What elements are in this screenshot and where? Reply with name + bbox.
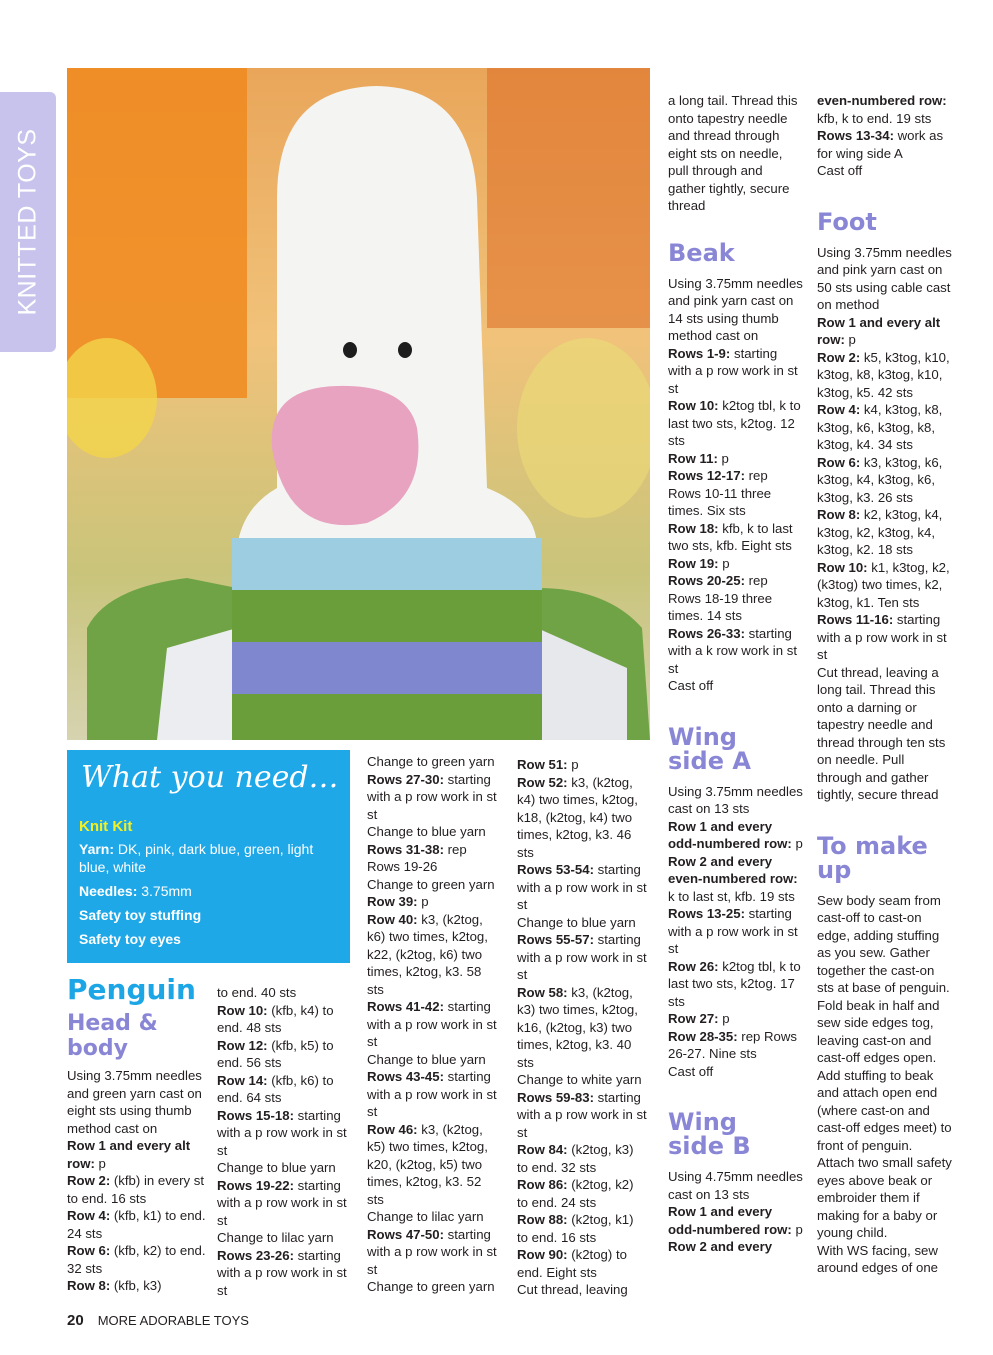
instruction-label: Row 39: bbox=[367, 894, 418, 909]
instruction-label: Row 6: bbox=[67, 1243, 111, 1258]
instruction-label: Rows 13-34: bbox=[817, 128, 894, 143]
instruction-line bbox=[67, 1172, 207, 1207]
instruction-line bbox=[217, 1177, 347, 1230]
instruction-label: Rows 15-18: bbox=[217, 1107, 294, 1123]
instruction-line bbox=[668, 520, 803, 555]
instruction-label: Row 10: bbox=[668, 398, 719, 413]
column-3-instructions bbox=[367, 753, 497, 1296]
instruction-text: work as for wing side A bbox=[817, 128, 944, 161]
instruction-line bbox=[668, 1028, 803, 1063]
instruction-text: p bbox=[421, 894, 429, 909]
wing-a-heading: Wing side A bbox=[668, 722, 751, 775]
instruction-text: (kfb, k3) bbox=[113, 1278, 162, 1293]
instruction-line bbox=[668, 1203, 803, 1238]
instruction-text: Change to blue yarn bbox=[217, 1160, 336, 1175]
instruction-text: Change to green yarn bbox=[367, 754, 495, 769]
instruction-text: Change to blue yarn bbox=[367, 1051, 486, 1067]
instruction-text: p bbox=[722, 1011, 730, 1026]
instruction-line bbox=[668, 1063, 803, 1081]
instruction-text: starting with a p row work in st st bbox=[817, 612, 947, 662]
instruction-label: Rows 55-57: bbox=[517, 932, 594, 947]
instruction-label: Row 46: bbox=[367, 1121, 418, 1137]
instruction-text: (kfb, k6) to end. 64 sts bbox=[217, 1072, 334, 1105]
instruction-label: Row 88: bbox=[517, 1212, 568, 1227]
instruction-text: starting with a p row work in st st bbox=[217, 1107, 347, 1158]
instruction-label: Rows 12-17: bbox=[668, 468, 745, 483]
instruction-label: Rows 31-38: bbox=[367, 841, 444, 857]
instruction-label: Rows 11-16: bbox=[817, 612, 894, 627]
beak-instructions bbox=[668, 275, 803, 695]
instruction-label: Row 6: bbox=[817, 454, 861, 470]
col5-intro: a long tail. Thread this onto tapestry needle and thread through eight sts on needle, pull through and gather tightly, secure thread bbox=[668, 93, 798, 213]
head-body-heading: Head & body bbox=[67, 1011, 158, 1061]
instruction-text: starting with a p row work in st st bbox=[668, 345, 798, 396]
column-1 bbox=[67, 975, 207, 1295]
instruction-line bbox=[517, 1071, 647, 1089]
instruction-line bbox=[217, 1229, 347, 1247]
make-up-heading: To make up bbox=[817, 831, 928, 884]
instruction-label: Row 18: bbox=[668, 520, 719, 536]
instruction-text: k2tog tbl, k to last two sts, k2tog. 17 sts bbox=[668, 958, 801, 1009]
instruction-line bbox=[817, 401, 952, 454]
instruction-text: starting with a p row work in st st bbox=[517, 1089, 647, 1140]
instruction-label: Rows 20-25: bbox=[668, 573, 745, 588]
instruction-text: (k2tog, k3) to end. 32 sts bbox=[517, 1142, 634, 1175]
instruction-text: (kfb, k2) to end. 32 sts bbox=[67, 1243, 206, 1276]
instruction-line bbox=[817, 664, 952, 804]
instruction-line bbox=[367, 1278, 497, 1296]
instruction-line bbox=[517, 1211, 647, 1246]
instruction-label: Row 2: bbox=[817, 349, 861, 365]
instruction-text: Cut thread, leaving a long tail. Thread this onto a darning or tapestry needle and thread through ten sts on needle. Pull through and gather tightly, secure thread bbox=[817, 664, 946, 802]
instruction-line bbox=[517, 1089, 647, 1142]
instruction-text: to end. 40 sts bbox=[217, 985, 297, 1000]
instruction-text: Change to lilac yarn bbox=[217, 1230, 334, 1245]
instruction-line bbox=[668, 450, 803, 468]
instruction-label: Row 1 and every alt row: bbox=[67, 1138, 191, 1171]
instruction-line bbox=[668, 1238, 803, 1256]
instruction-line bbox=[817, 506, 952, 559]
foot-heading: Foot bbox=[817, 207, 877, 236]
column-4-instructions bbox=[517, 756, 647, 1299]
instruction-text: k3, (k2tog, k3) two times, k2tog, k16, (k2tog, k3) two times, k2tog, k3. 40 sts bbox=[517, 984, 638, 1070]
wing-b-instructions bbox=[668, 1168, 803, 1256]
instruction-text: Change to blue yarn bbox=[517, 914, 636, 930]
instruction-line bbox=[817, 1242, 952, 1277]
instruction-text: With WS facing, sew around edges of one bbox=[817, 1242, 938, 1275]
instruction-label: Row 2 and every bbox=[668, 1239, 773, 1254]
col6-intro bbox=[817, 92, 952, 180]
wing-a-instructions bbox=[668, 783, 803, 1081]
eyes-label: Safety toy eyes bbox=[79, 931, 181, 947]
head-body-instructions bbox=[67, 1067, 207, 1295]
instruction-text: k3, (k2tog, k5) two times, k2tog, k20, (k2tog, k5) two times, k2tog, k3. 52 sts bbox=[367, 1121, 488, 1207]
beak-heading: Beak bbox=[668, 238, 735, 267]
instruction-text: Cast off bbox=[668, 678, 714, 693]
instruction-line bbox=[67, 1242, 207, 1277]
instruction-label: Rows 27-30: bbox=[367, 771, 444, 787]
instruction-text: starting with a k row work in st st bbox=[668, 625, 797, 676]
instruction-line bbox=[817, 611, 952, 664]
instruction-label: Row 2: bbox=[67, 1173, 111, 1188]
instruction-text: Using 3.75mm needles and pink yarn cast on 50 sts using cable cast on method bbox=[817, 244, 952, 312]
instruction-line bbox=[668, 572, 803, 625]
instruction-text: Using 4.75mm needles cast on 13 sts bbox=[668, 1169, 803, 1202]
instruction-label: Row 11: bbox=[668, 450, 718, 466]
instruction-text: p bbox=[795, 1221, 803, 1237]
needles-line bbox=[79, 882, 341, 900]
instruction-line bbox=[367, 771, 497, 824]
instruction-text: k3, (k2tog, k4) two times, k2tog, k18, (k2tog, k4) two times, k2tog, k3. 46 sts bbox=[517, 774, 638, 860]
instruction-text: rep Rows 18-19 three times. 14 sts bbox=[668, 573, 773, 623]
instruction-line bbox=[817, 162, 952, 180]
stuffing-label: Safety toy stuffing bbox=[79, 907, 202, 923]
instruction-text: (kfb, k1) to end. 24 sts bbox=[67, 1208, 206, 1241]
instruction-label: Rows 23-26: bbox=[217, 1247, 294, 1263]
column-3 bbox=[367, 753, 497, 1296]
instruction-text: Using 3.75mm needles and pink yarn cast on 14 sts using thumb method cast on bbox=[668, 275, 803, 343]
instruction-text: rep Rows 10-11 three times. Six sts bbox=[668, 468, 772, 518]
yarn-label: Yarn: bbox=[79, 841, 115, 857]
instruction-text: starting with a p row work in st st bbox=[668, 906, 798, 956]
instruction-text: k1, k3tog, k2, (k3tog) two times, k2, k3tog, k1. Ten sts bbox=[817, 559, 950, 610]
instruction-line bbox=[367, 1208, 497, 1226]
instruction-line bbox=[517, 774, 647, 862]
instruction-line bbox=[817, 92, 952, 127]
instruction-text: Change to blue yarn bbox=[367, 824, 486, 839]
pattern-title: Penguin bbox=[67, 973, 196, 1006]
column-6 bbox=[817, 92, 952, 1277]
instruction-line bbox=[517, 1281, 647, 1299]
instruction-text: starting with a p row work in st st bbox=[517, 862, 647, 912]
instruction-label: Row 10: bbox=[217, 1002, 268, 1018]
instruction-text: Sew body seam from cast-off to cast-on edge, adding stuffing as you sew. Gather together the cast-on sts at base of penguin. Fold beak in half and sew side edges tog, leaving cast-on and cast-off edges open. Add stuffing to beak and attach open end (where cast-on and cast-off edges meet) to front of penguin. Attach two small safety eyes above beak or embroider them if making for a baby or young child. bbox=[817, 892, 952, 1240]
instruction-line bbox=[367, 1068, 497, 1121]
instruction-text: Change to white yarn bbox=[517, 1072, 642, 1087]
instruction-line bbox=[367, 1226, 497, 1279]
instruction-text: p bbox=[795, 836, 803, 851]
stuffing-line bbox=[79, 906, 341, 924]
instruction-label: Row 27: bbox=[668, 1011, 719, 1026]
instruction-label: Row 86: bbox=[517, 1177, 568, 1192]
instruction-label: Row 2 and every even-numbered row: bbox=[668, 853, 798, 886]
instruction-line bbox=[367, 841, 497, 876]
instruction-text: k2tog tbl, k to last two sts, k2tog. 12 sts bbox=[668, 398, 801, 448]
instruction-label: Row 51: bbox=[517, 757, 568, 772]
penguin-illustration bbox=[67, 68, 650, 740]
instruction-text: (k2tog, k2) to end. 24 sts bbox=[517, 1177, 634, 1210]
instruction-text: starting with a p row work in st st bbox=[517, 932, 647, 982]
instruction-line bbox=[367, 876, 497, 894]
instruction-line bbox=[668, 555, 803, 573]
instruction-label: Row 4: bbox=[817, 402, 861, 417]
instruction-line bbox=[668, 958, 803, 1011]
instruction-label: Rows 47-50: bbox=[367, 1226, 444, 1242]
instruction-line bbox=[517, 756, 647, 774]
yarn-line bbox=[79, 840, 341, 876]
instruction-text: Cast off bbox=[668, 1063, 714, 1079]
instruction-text: Using 3.75mm needles cast on 13 sts bbox=[668, 783, 803, 816]
instruction-label: Rows 53-54: bbox=[517, 862, 594, 877]
instruction-line bbox=[517, 1141, 647, 1176]
page-number: 20 bbox=[67, 1312, 84, 1329]
instruction-line bbox=[517, 861, 647, 914]
instruction-line bbox=[217, 1037, 347, 1072]
instruction-line bbox=[817, 349, 952, 402]
instruction-line bbox=[217, 1107, 347, 1160]
instruction-line bbox=[367, 911, 497, 999]
instruction-line bbox=[67, 1207, 207, 1242]
instruction-line bbox=[217, 1072, 347, 1107]
instruction-text: Change to lilac yarn bbox=[367, 1209, 484, 1224]
instruction-text: p bbox=[721, 450, 729, 466]
column-2 bbox=[217, 984, 347, 1299]
column-2-instructions bbox=[217, 984, 347, 1299]
instruction-line bbox=[668, 1168, 803, 1203]
instruction-label: Row 1 and every alt row: bbox=[817, 314, 941, 347]
need-list bbox=[79, 840, 341, 954]
instruction-text: (kfb) in every st to end. 16 sts bbox=[67, 1173, 205, 1206]
instruction-text: starting with a p row work in st st bbox=[217, 1177, 347, 1228]
instruction-text: rep Rows 26-27. Nine sts bbox=[668, 1028, 797, 1061]
instruction-label: Rows 1-9: bbox=[668, 345, 731, 361]
instruction-line bbox=[668, 1010, 803, 1028]
instruction-label: Row 26: bbox=[668, 958, 719, 974]
instruction-text: starting with a p row work in st st bbox=[367, 1069, 497, 1119]
instruction-line bbox=[668, 677, 803, 695]
instruction-text: k3, k3tog, k6, k3tog, k4, k3tog, k6, k3tog, k3. 26 sts bbox=[817, 454, 943, 505]
instruction-label: Rows 26-33: bbox=[668, 625, 745, 641]
instruction-text: starting with a p row work in st st bbox=[367, 771, 497, 822]
instruction-line bbox=[668, 397, 803, 450]
instruction-label: Row 90: bbox=[517, 1247, 568, 1262]
instruction-line bbox=[367, 1121, 497, 1209]
instruction-line bbox=[67, 1137, 207, 1172]
instruction-text: starting with a p row work in st st bbox=[367, 999, 497, 1049]
instruction-line bbox=[817, 454, 952, 507]
column-4 bbox=[517, 756, 647, 1299]
instruction-line bbox=[517, 1246, 647, 1281]
instruction-label: Row 1 and every odd-numbered row: bbox=[668, 1204, 792, 1237]
instruction-line bbox=[668, 853, 803, 906]
instruction-label: Row 8: bbox=[817, 507, 861, 522]
instruction-line bbox=[367, 1051, 497, 1069]
instruction-text: p bbox=[98, 1155, 106, 1171]
instruction-text: rep Rows 19-26 bbox=[367, 841, 467, 874]
instruction-label: Row 28-35: bbox=[668, 1028, 738, 1044]
instruction-line bbox=[367, 893, 497, 911]
instruction-line bbox=[817, 244, 952, 314]
instruction-text: k5, k3tog, k10, k3tog, k8, k3tog, k10, k3tog, k5. 42 sts bbox=[817, 349, 950, 400]
instruction-line bbox=[668, 905, 803, 958]
what-you-need-box bbox=[67, 750, 350, 963]
instruction-label: Row 1 and every odd-numbered row: bbox=[668, 818, 792, 851]
instruction-line bbox=[67, 1067, 207, 1137]
need-title: What you need… bbox=[81, 760, 339, 795]
penguin-photo bbox=[67, 68, 650, 740]
instruction-text: (kfb, k5) to end. 56 sts bbox=[217, 1037, 334, 1070]
instruction-text: (k2tog) to end. Eight sts bbox=[517, 1247, 627, 1280]
yarn-value: DK, pink, dark blue, green, light blue, white bbox=[79, 841, 314, 875]
instruction-text: k to last st, kfb. 19 sts bbox=[668, 888, 795, 904]
instruction-text: p bbox=[571, 757, 579, 772]
instruction-text: Cast off bbox=[817, 163, 863, 178]
instruction-text: (k2tog, k1) to end. 16 sts bbox=[517, 1212, 634, 1245]
wing-b-heading: Wing side B bbox=[668, 1108, 751, 1160]
instruction-text: (kfb, k4) to end. 48 sts bbox=[217, 1002, 334, 1035]
instruction-label: Row 84: bbox=[517, 1142, 568, 1157]
instruction-text: kfb, k to last two sts, kfb. Eight sts bbox=[668, 520, 793, 553]
instruction-line bbox=[517, 1176, 647, 1211]
instruction-text: p bbox=[848, 332, 856, 347]
instruction-label: Row 4: bbox=[67, 1208, 111, 1223]
instruction-line bbox=[668, 783, 803, 818]
column-5 bbox=[668, 92, 803, 1256]
instruction-text: Using 3.75mm needles and green yarn cast on eight sts using thumb method cast on bbox=[67, 1068, 202, 1136]
instruction-line bbox=[217, 984, 347, 1002]
eyes-line bbox=[79, 930, 341, 948]
instruction-label: Row 10: bbox=[817, 559, 868, 575]
instruction-label: Row 58: bbox=[517, 984, 568, 1000]
instruction-line bbox=[668, 467, 803, 520]
instruction-text: k3, (k2tog, k6) two times, k2tog, k22, (k2tog, k6) two times, k2tog, k3. 58 sts bbox=[367, 911, 488, 997]
instruction-label: Row 8: bbox=[67, 1278, 111, 1293]
instruction-label: even-numbered row: bbox=[817, 93, 947, 108]
page-footer bbox=[67, 1312, 249, 1329]
instruction-line bbox=[217, 1247, 347, 1300]
instruction-label: Rows 43-45: bbox=[367, 1069, 444, 1084]
instruction-line bbox=[217, 1159, 347, 1177]
instruction-line bbox=[668, 818, 803, 853]
instruction-label: Row 14: bbox=[217, 1072, 268, 1088]
knit-kit-label: Knit Kit bbox=[79, 818, 133, 835]
instruction-line bbox=[668, 275, 803, 345]
instruction-line bbox=[517, 984, 647, 1072]
instruction-text: Change to green yarn bbox=[367, 876, 495, 892]
instruction-text: starting with a p row work in st st bbox=[217, 1247, 347, 1298]
needles-value: 3.75mm bbox=[141, 883, 192, 899]
instruction-line bbox=[817, 127, 952, 162]
instruction-line bbox=[817, 892, 952, 1242]
instruction-label: Row 12: bbox=[217, 1037, 268, 1053]
instruction-text: k2, k3tog, k4, k3tog, k2, k3tog, k4, k3tog, k2. 18 sts bbox=[817, 507, 943, 557]
instruction-label: Rows 19-22: bbox=[217, 1177, 294, 1193]
section-tab bbox=[0, 92, 56, 352]
instruction-line bbox=[517, 914, 647, 932]
instruction-text: k4, k3tog, k8, k3tog, k6, k3tog, k8, k3tog, k4. 34 sts bbox=[817, 402, 943, 452]
instruction-label: Row 52: bbox=[517, 774, 568, 790]
instruction-line bbox=[817, 559, 952, 612]
instruction-line bbox=[367, 753, 497, 771]
magazine-title: MORE ADORABLE TOYS bbox=[97, 1313, 249, 1328]
instruction-label: Rows 59-83: bbox=[517, 1089, 594, 1105]
instruction-line bbox=[668, 625, 803, 678]
instruction-line bbox=[668, 345, 803, 398]
instruction-line bbox=[217, 1002, 347, 1037]
foot-instructions bbox=[817, 244, 952, 804]
instruction-label: Rows 13-25: bbox=[668, 906, 745, 921]
instruction-line bbox=[367, 998, 497, 1051]
needles-label: Needles: bbox=[79, 883, 138, 899]
instruction-label: Row 40: bbox=[367, 911, 418, 927]
instruction-text: Cut thread, leaving bbox=[517, 1282, 628, 1297]
section-tab-label: KNITTED TOYS bbox=[13, 128, 42, 316]
instruction-line bbox=[517, 931, 647, 984]
instruction-label: Row 19: bbox=[668, 555, 719, 571]
instruction-text: kfb, k to end. 19 sts bbox=[817, 110, 932, 126]
instruction-text: p bbox=[722, 555, 730, 571]
instruction-line bbox=[817, 314, 952, 349]
instruction-line bbox=[367, 823, 497, 841]
instruction-label: Rows 41-42: bbox=[367, 999, 444, 1014]
instruction-text: starting with a p row work in st st bbox=[367, 1226, 497, 1277]
make-up-instructions bbox=[817, 892, 952, 1277]
instruction-text: Change to green yarn bbox=[367, 1279, 495, 1294]
instruction-line bbox=[67, 1277, 207, 1295]
